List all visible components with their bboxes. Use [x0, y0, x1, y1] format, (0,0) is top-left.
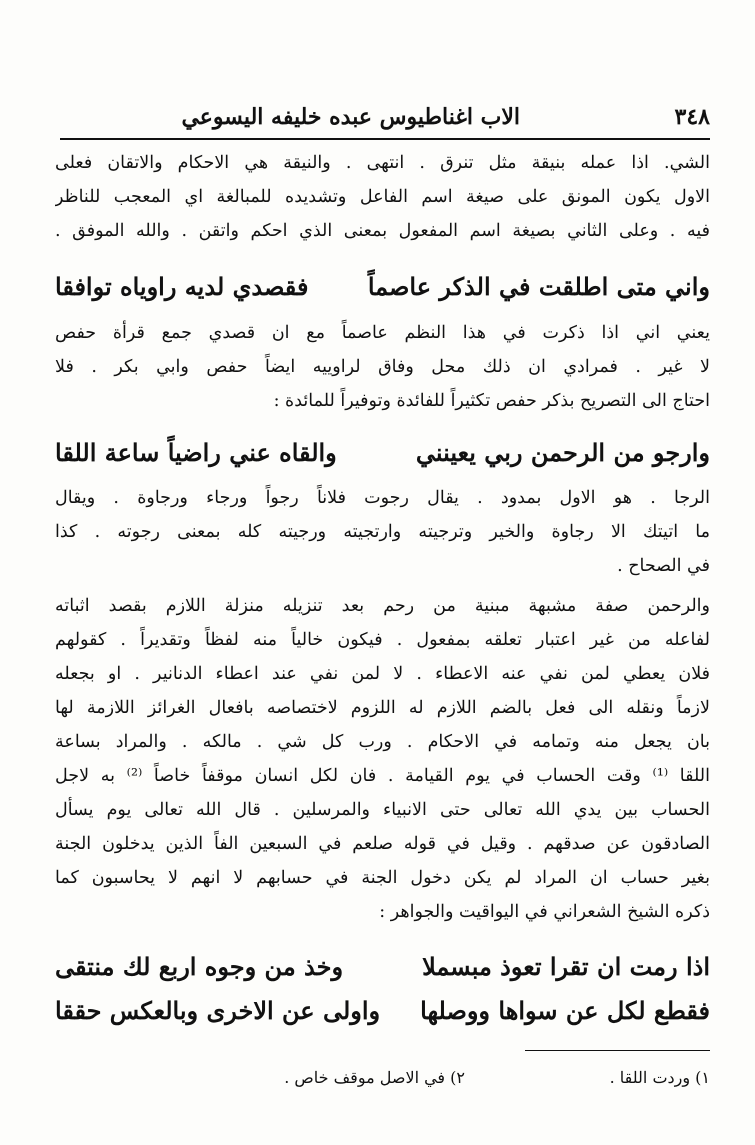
text-line: لا غير . فمرادي ان ذلك محل وفاق لراوييه ايضاً حفص وابي بكر . فلا	[55, 357, 710, 377]
verse-first-hemistich: وارجو من الرحمن ربي يعينني	[415, 438, 710, 467]
text-line: بغير حساب ان المراد لم يكن دخول الجنة في حسابهم لا انهم لا يحاسبون كما	[55, 868, 710, 888]
text-line: الرجا . هو الاول بمدود . يقال رجوت فلاناً رجواً ورجاء ورجاوة . ويقال	[55, 488, 710, 508]
text-line: فيه . وعلى الثاني بصيغة اسم المفعول بمعنى الذي احكم واتقن . والله الموفق .	[55, 221, 710, 241]
running-title: الاب اغناطيوس عبده خليفه اليسوعي	[181, 104, 520, 130]
page-header	[60, 100, 710, 140]
text-line: لازماً ونقله الى فعل بالضم اللازم له اللزوم لاختصاصه بافعال الغرائز اللازمة لها	[55, 698, 710, 718]
header-rule	[60, 138, 710, 140]
footnote: ٢) في الاصل موقف خاص .	[284, 1068, 465, 1087]
page-number: ٣٤٨	[674, 104, 710, 130]
verse-line	[55, 948, 710, 986]
text-line: والرحمن صفة مشبهة مبنية من رحم بعد تنزيله منزلة اللازم بقصد اثباته	[55, 596, 710, 616]
verse-first-hemistich: واني متى اطلقت في الذكر عاصماً	[367, 272, 710, 301]
footnote: ١) وردت اللقا .	[609, 1068, 710, 1087]
text-line: احتاج الى التصريح بذكر حفص تكثيراً للفائدة وتوفيراً للمائدة :	[273, 391, 710, 411]
verse-second-hemistich: والقاه عني راضياً ساعة اللقا	[55, 438, 337, 467]
text-line: الحساب بين يدي الله تعالى حتى الانبياء والمرسلين . قال الله تعالى يوم يسأل	[55, 800, 710, 820]
text-line: الصادقون عن صدقهم . وقيل في قوله صلعم في السبعين الفاً الذين يدخلون الجنة	[55, 834, 710, 854]
verse-second-hemistich: وخذ من وجوه اربع لك منتقى	[55, 952, 344, 981]
text-line: اللقا ⁽¹⁾ وقت الحساب في يوم القيامة . فان لكل انسان موقفاً خاصاً ⁽²⁾ به لاجل	[55, 766, 710, 786]
verse-second-hemistich: فقصدي لديه راوياه توافقا	[55, 272, 309, 301]
verse-line	[55, 268, 710, 306]
verse-line	[55, 992, 710, 1030]
verse-line	[55, 434, 710, 472]
text-line: بان يجعل منه وتمامه في الاحكام . ورب كل شي . مالكه . والمراد بساعة	[55, 732, 710, 752]
verse-first-hemistich: فقطع لكل عن سواها ووصلها	[420, 996, 710, 1025]
text-line: في الصحاح .	[617, 556, 710, 576]
verse-second-hemistich: واولى عن الاخرى وبالعكس حققا	[55, 996, 381, 1025]
text-line: ذكره الشيخ الشعراني في اليواقيت والجواهر :	[379, 902, 710, 922]
text-line: الاول يكون المونق على صيغة اسم الفاعل وتشديده للمبالغة اي المعجب للناظر	[55, 187, 710, 207]
text-line: لفاعله من غير اعتبار تعلقه بمفعول . فيكون خالياً منه لفظاً وتقديراً . كقولهم	[55, 630, 710, 650]
text-line: يعني اني اذا ذكرت في هذا النظم عاصماً مع ان قصدي جمع قرأة حفص	[55, 323, 710, 343]
text-line: فلان يعطي لمن نفي عنه الاعطاء . لا لمن نفي عند اعطاء الدنانير . او بجعله	[55, 664, 710, 684]
text-line: ما اتيتك الا رجاوة والخير وترجيته وارتجيته ورجيته كله بمعنى رجوته . كذا	[55, 522, 710, 542]
verse-first-hemistich: اذا رمت ان تقرا تعوذ مبسملا	[422, 952, 710, 981]
text-line: الشي. اذا عمله بنيقة مثل تنرق . انتهى . والنيقة هي الاحكام والاتقان فعلى	[55, 153, 710, 173]
footnotes	[120, 1060, 710, 1090]
footnote-rule	[525, 1050, 710, 1051]
